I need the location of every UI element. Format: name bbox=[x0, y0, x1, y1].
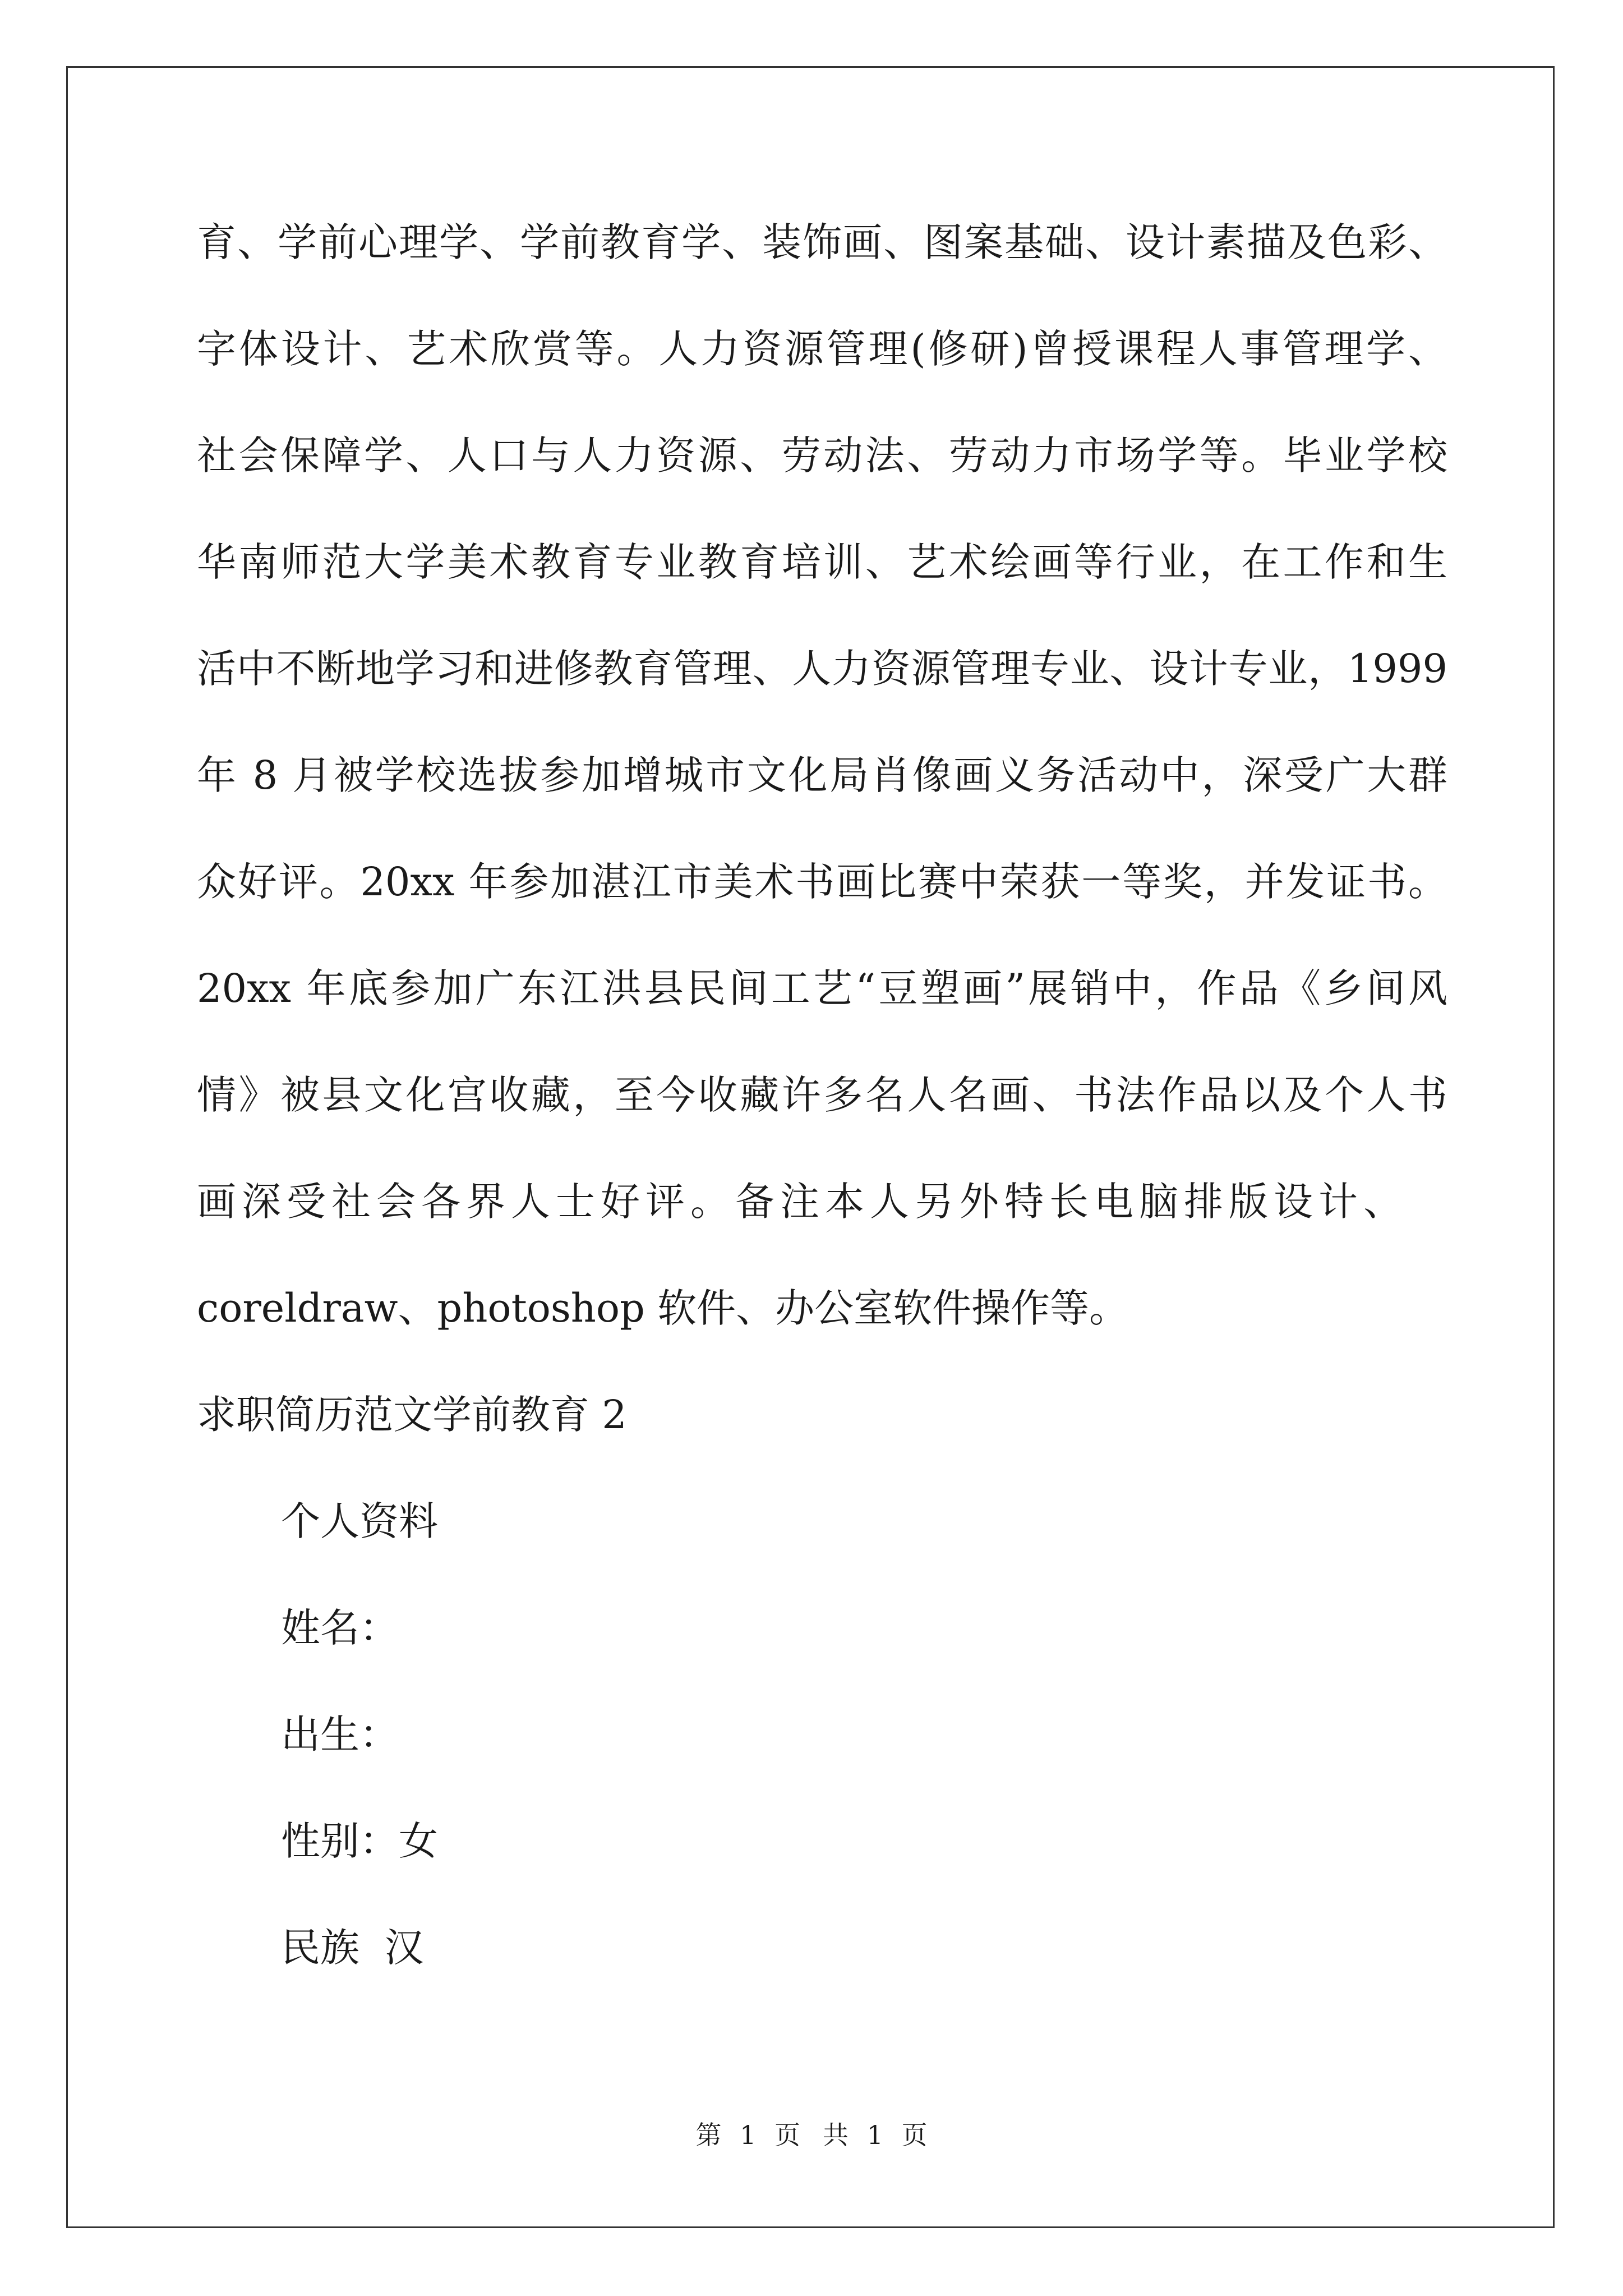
profile-heading: 个人资料 bbox=[281, 1498, 438, 1544]
page-number: 第 1 页 bbox=[695, 2120, 800, 2150]
paragraph-line-3: 社会保障学、人口与人力资源、劳动法、劳动力市场学等。毕业学校 bbox=[197, 432, 1447, 478]
paragraph-line-11: coreldraw、photoshop 软件、办公室软件操作等。 bbox=[197, 1285, 1129, 1331]
profile-name: 姓名： bbox=[281, 1605, 399, 1651]
paragraph-line-5: 活中不断地学习和进修教育管理、人力资源管理专业、设计专业，1999 bbox=[197, 646, 1447, 692]
section-title: 求职简历范文学前教育 2 bbox=[197, 1392, 627, 1438]
profile-gender: 性别：女 bbox=[281, 1818, 438, 1864]
paragraph-line-8: 20xx 年底参加广东江洪县民间工艺“豆塑画”展销中，作品《乡间风 bbox=[197, 965, 1447, 1011]
paragraph-line-6: 年 8 月被学校选拔参加增城市文化局肖像画义务活动中，深受广大群 bbox=[197, 752, 1447, 798]
page-footer bbox=[0, 2115, 1623, 2152]
profile-birth: 出生： bbox=[281, 1711, 399, 1757]
paragraph-line-2: 字体设计、艺术欣赏等。人力资源管理(修研)曾授课程人事管理学、 bbox=[197, 326, 1447, 372]
paragraph-line-4: 华南师范大学美术教育专业教育培训、艺术绘画等行业，在工作和生 bbox=[197, 539, 1447, 585]
page-total: 共 1 页 bbox=[823, 2120, 928, 2150]
paragraph-line-10: 画深受社会各界人士好评。备注本人另外特长电脑排版设计、 bbox=[197, 1179, 1408, 1225]
paragraph-line-7: 众好评。20xx 年参加湛江市美术书画比赛中荣获一等奖，并发证书。 bbox=[197, 859, 1447, 905]
paragraph-line-9: 情》被县文化宫收藏，至今收藏许多名人名画、书法作品以及个人书 bbox=[197, 1072, 1447, 1118]
profile-ethnicity: 民族 汉 bbox=[281, 1925, 424, 1971]
paragraph-line-1: 育、学前心理学、学前教育学、装饰画、图案基础、设计素描及色彩、 bbox=[197, 219, 1447, 265]
document-body bbox=[197, 214, 1447, 2026]
